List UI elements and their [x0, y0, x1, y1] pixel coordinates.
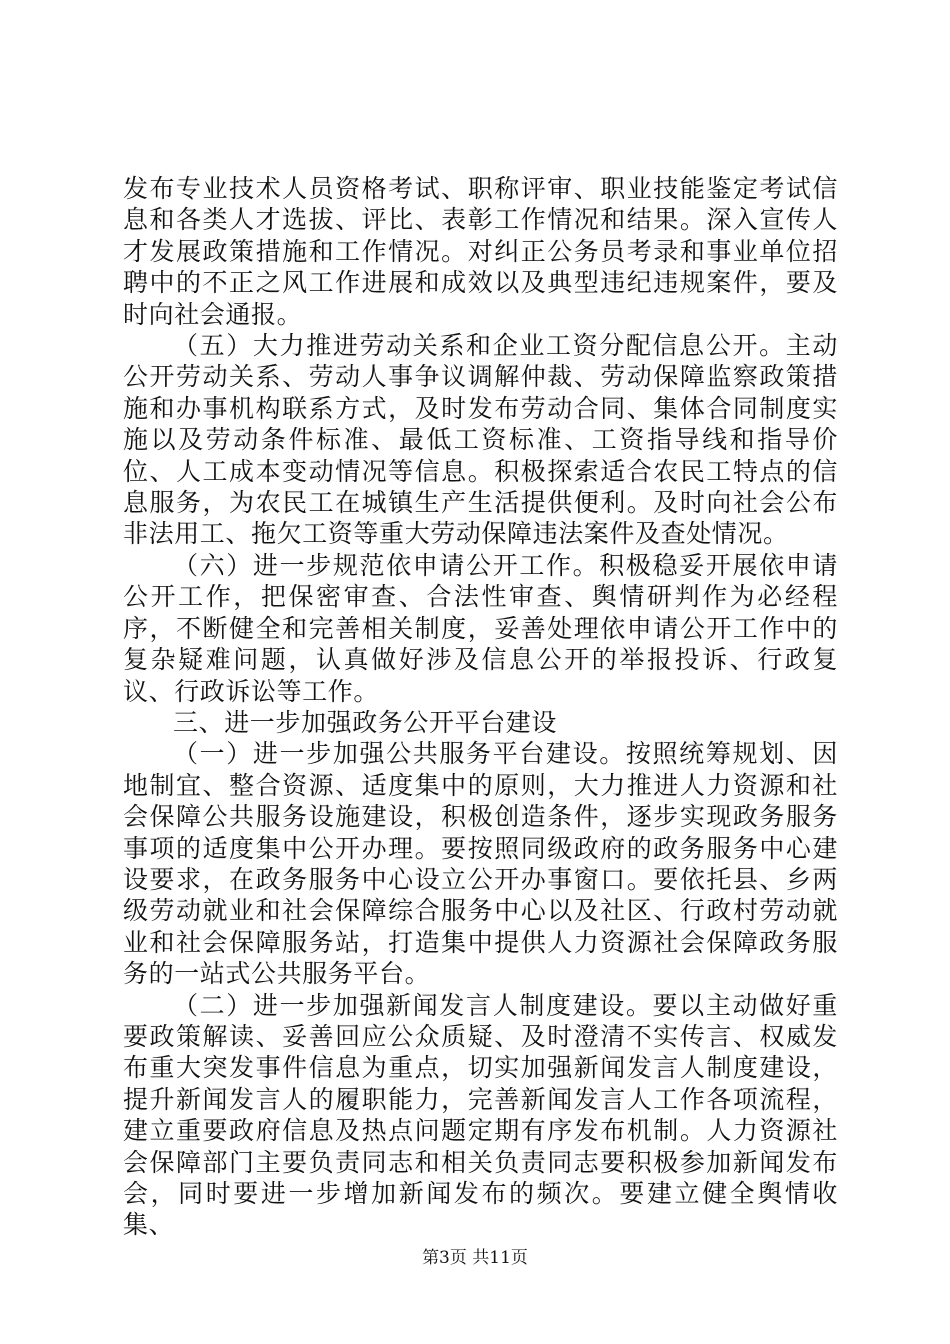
section-heading-platform: 三、进一步加强政务公开平台建设 [173, 707, 558, 737]
paragraph-continuation: 发布专业技术人员资格考试、职称评审、职业技能鉴定考试信息和各类人才选拔、评比、表彰工作情况和结果。深入宣传人才发展政策措施和工作情况。对纠正公务员考录和事业单位招聘中的不正之风工作进展和成效以及典型违纪违规案件，要及时向社会通报。 [123, 174, 838, 329]
paragraph-labor-relations: （五）大力推进劳动关系和企业工资分配信息公开。主动公开劳动关系、劳动人事争议调解仲裁、劳动保障监察政策措施和办事机构联系方式，及时发布劳动合同、集体合同制度实施以及劳动条件标准、最低工资标准、工资指导线和指导价位、人工成本变动情况等信息。积极探索适合农民工特点的信息服务，为农民工在城镇生产生活提供便利。及时向社会公布非法用工、拖欠工资等重大劳动保障违法案件及查处情况。 [123, 331, 838, 549]
document-body [123, 173, 838, 1241]
paragraph-application-disclosure: （六）进一步规范依申请公开工作。积极稳妥开展依申请公开工作，把保密审查、合法性审查、舆情研判作为必经程序，不断健全和完善相关制度，妥善处理依申请公开工作中的复杂疑难问题，认真做好涉及信息公开的举报投诉、行政复议、行政诉讼等工作。 [123, 550, 838, 706]
page-number: 第3页 共11页 [422, 1248, 528, 1268]
paragraph-public-service-platform: （一）进一步加强公共服务平台建设。按照统筹规划、因地制宜、整合资源、适度集中的原则，大力推进人力资源和社会保障公共服务设施建设，积极创造条件，逐步实现政务服务事项的适度集中公开办理。要按照同级政府的政务服务中心建设要求，在政务服务中心设立公开办事窗口。要依托县、乡两级劳动就业和社会保障综合服务中心以及社区、行政村劳动就业和社会保障服务站，打造集中提供人力资源社会保障政务服务的一站式公共服务平台。 [123, 739, 838, 989]
paragraph-spokesperson-system: （二）进一步加强新闻发言人制度建设。要以主动做好重要政策解读、妥善回应公众质疑、及时澄清不实传言、权威发布重大突发事件信息为重点，切实加强新闻发言人制度建设，提升新闻发言人的履职能力，完善新闻发言人工作各项流程，建立重要政府信息及热点问题定期有序发布机制。人力资源社会保障部门主要负责同志和相关负责同志要积极参加新闻发布会，同时要进一步增加新闻发布的频次。要建立健全舆情收集、 [123, 990, 838, 1240]
page-footer [0, 1243, 950, 1268]
